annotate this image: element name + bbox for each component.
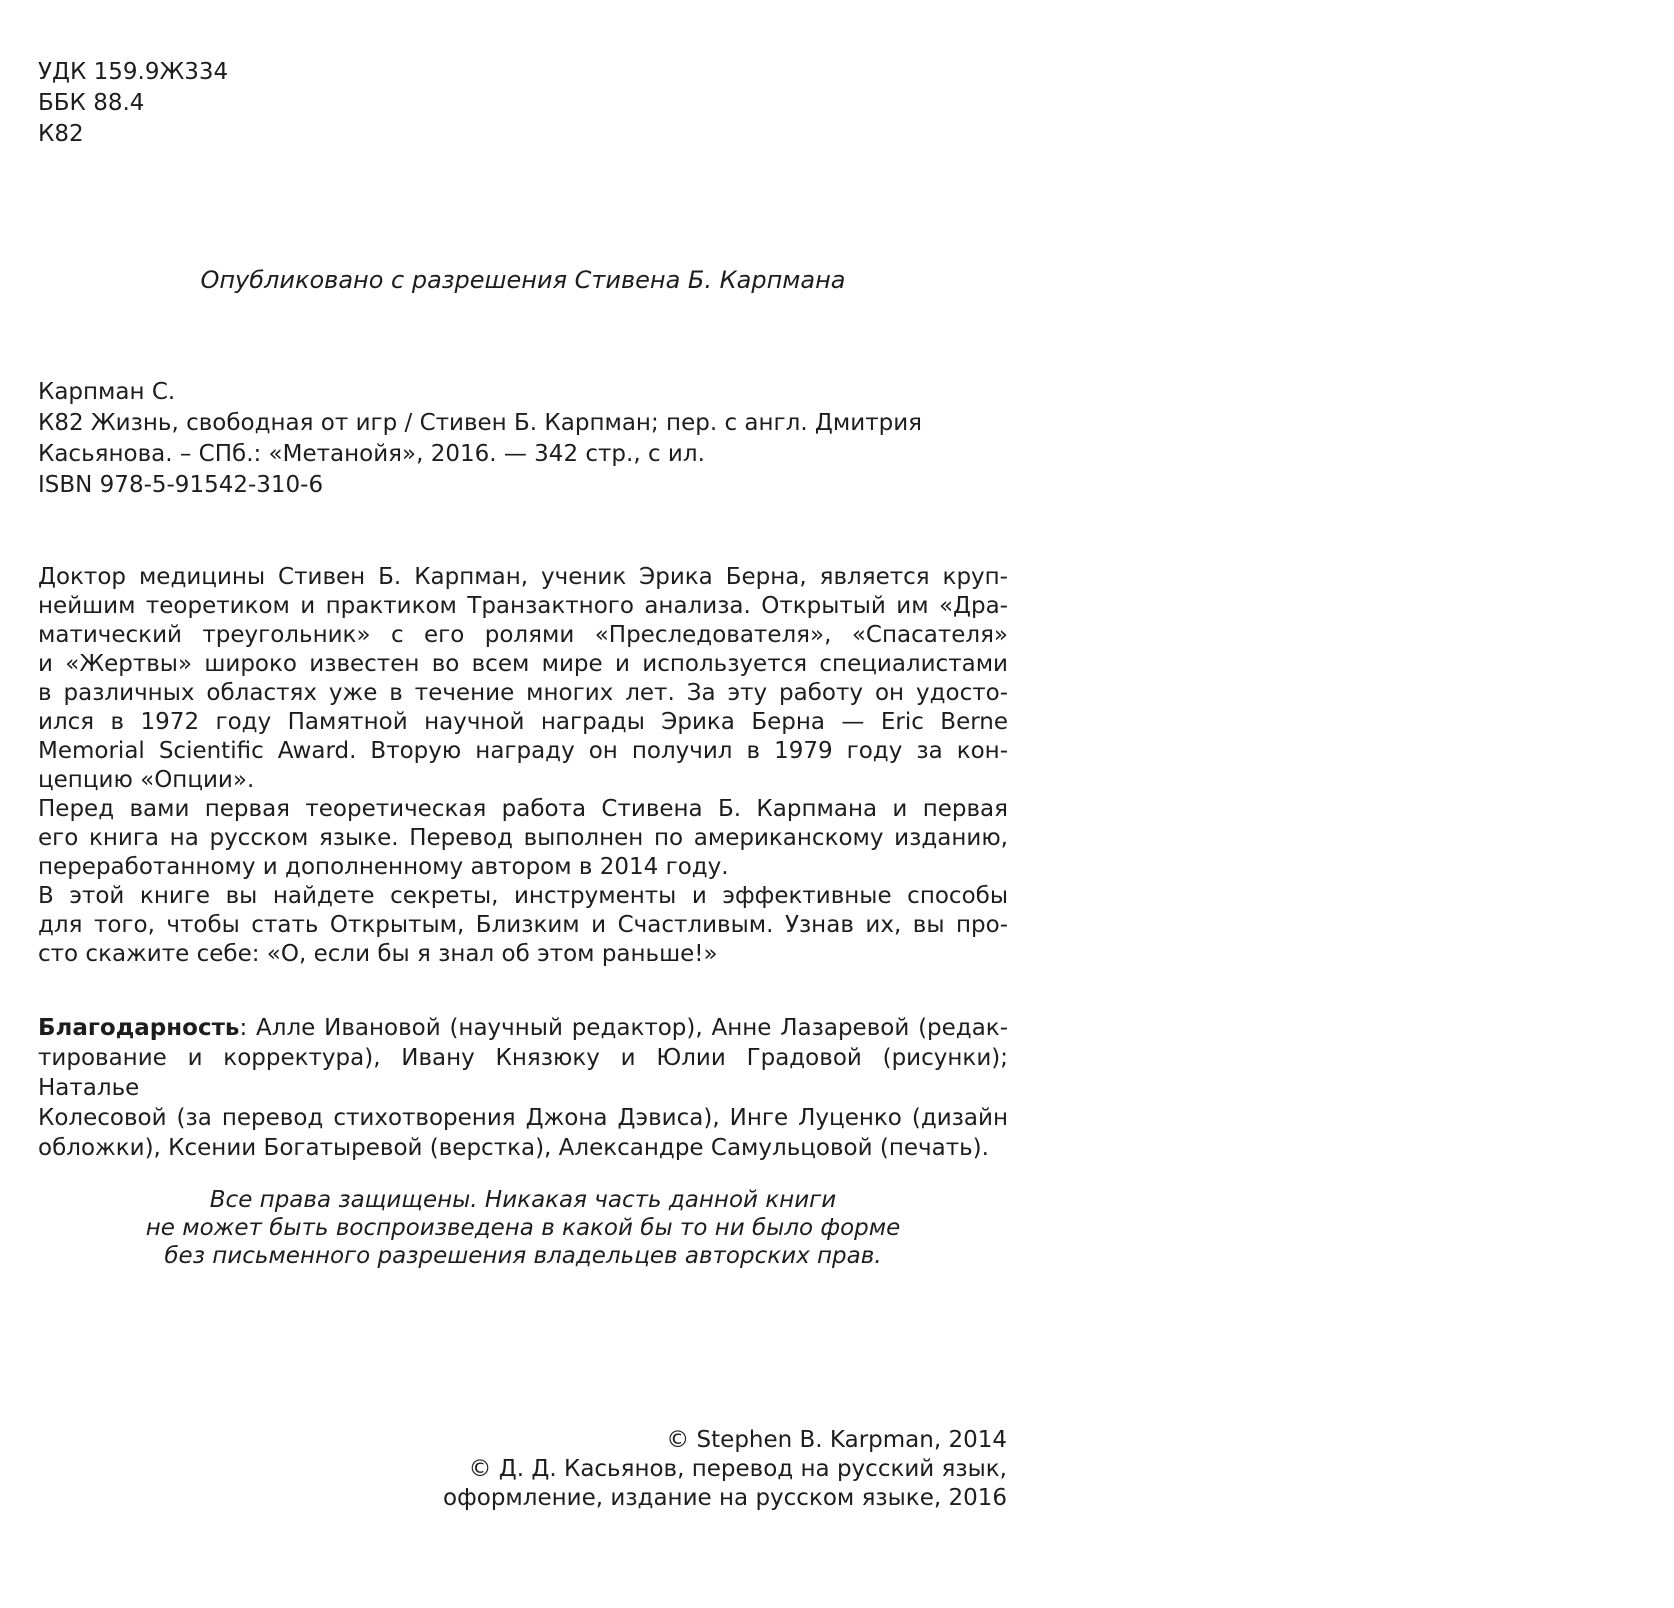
text-line: и «Жертвы» широко известен во всем мире и используется специалистами [38,651,1008,677]
text-line: Memorial Scientific Award. Вторую награду он получил в 1979 году за кон- [38,738,1008,764]
text-line: обложки), Ксении Богатыревой (верстка), Александре Самульцовой (печать). [38,1135,989,1161]
text-line: матический треугольник» с его ролями «Преследователя», «Спасателя» [38,622,1008,648]
acknowledgment-first-line [38,1013,1008,1043]
text-line: в различных областях уже в течение многих лет. За эту работу он удосто- [38,680,1008,706]
text-line: оформление, издание на русском языке, 2016 [443,1485,1007,1511]
text-line: его книга на русском языке. Перевод выполнен по американскому изданию, [38,825,1008,851]
text-line: К82 [38,121,84,147]
text-line: УДК 159.9Ж334 [38,59,229,85]
about-author-paragraph-2 [38,795,1008,882]
text-line: В этой книге вы найдете секреты, инструменты и эффективные способы [38,883,1008,909]
about-author-paragraph-1 [38,563,1008,795]
text-line: для того, чтобы стать Открытым, Близким и Счастливым. Узнав их, вы про- [38,912,1008,938]
text-line: Карпман С. [38,379,176,405]
udc-bbk-classification-block [38,57,228,150]
text-line: без письменного разрешения владельцев авторских прав. [164,1243,882,1269]
text-line: сто скажите себе: «О, если бы я знал об этом раньше!» [38,941,718,967]
text-line: Все права защищены. Никакая часть данной книги [209,1187,837,1213]
acknowledgment-lead-word: Благодарность [38,1015,240,1041]
acknowledgment-paragraph [38,1013,1008,1163]
bibliographic-record [38,377,922,501]
permission-note: Опубликовано с разрешения Стивена Б. Карпмана [200,266,846,294]
text-line: К82 Жизнь, свободная от игр / Стивен Б. Карпман; пер. с англ. Дмитрия [38,410,922,436]
text-line: не может быть воспроизведена в какой бы то ни было форме [145,1215,901,1241]
text-line: © Stephen B. Karpman, 2014 [666,1427,1007,1453]
text-line: Колесовой (за перевод стихотворения Джона Дэвиса), Инге Луценко (дизайн [38,1105,1008,1131]
text-line: Перед вами первая теоретическая работа Стивена Б. Карпмана и первая [38,796,1008,822]
text-line: © Д. Д. Касьянов, перевод на русский язык, [468,1456,1007,1482]
text-line: ББК 88.4 [38,90,145,116]
about-author-paragraph-3 [38,882,1008,969]
text-line: тирование и корректура), Ивану Князюку и Юлии Градовой (рисунки); Наталье [38,1045,1008,1101]
acknowledgment-rest-lines [38,1043,1008,1163]
about-author-section [38,563,1008,969]
copyright-credits-block [38,1426,1007,1513]
text-line: переработанному и дополненному автором в 2014 году. [38,854,729,880]
text-line: цепцию «Опции». [38,767,255,793]
text-line: Касьянова. – СПб.: «Метанойя», 2016. — 342 стр., с ил. [38,441,705,467]
rights-reserved-notice [38,1186,1008,1270]
text-line: ISBN 978-5-91542-310-6 [38,472,324,498]
text-line: ился в 1972 году Памятной научной награды Эрика Берна — Eric Berne [38,709,1008,735]
text-line: Доктор медицины Стивен Б. Карпман, ученик Эрика Берна, является круп- [38,564,1008,590]
acknowledgment-first-line-rest: : Алле Ивановой (научный редактор), Анне Лазаревой (редак- [239,1015,1008,1041]
text-line: нейшим теоретиком и практиком Транзактного анализа. Открытый им «Дра- [38,593,1008,619]
